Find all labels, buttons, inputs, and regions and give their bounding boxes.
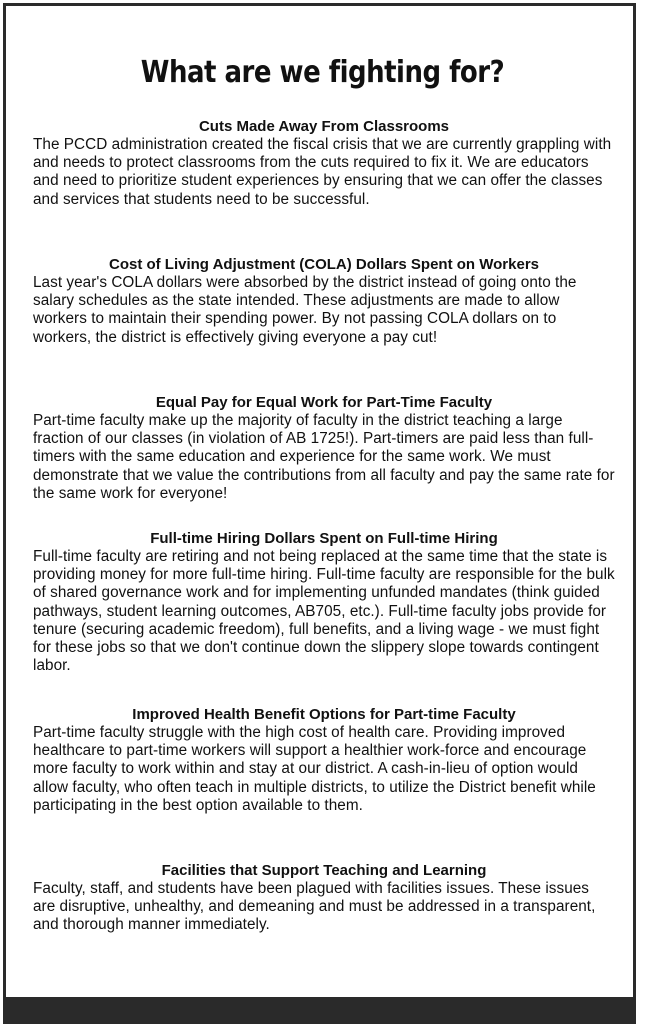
section-body: Full-time faculty are retiring and not being replaced at the same time that the state is providing money for more full-time hiring. Full-time faculty are responsible for the bulk of shared governance work and for implementing unfunded mandates (think guided pathways, student learning outcomes, AB705, etc.). Full-time faculty jobs provide for tenure (securing academic freedom), full benefits, and a living wage - we must fight for these jobs so that we don't continue down the slippery slope towards contingent labor. (33, 548, 615, 675)
section-cola (33, 256, 615, 347)
section-body: Faculty, staff, and students have been plagued with facilities issues. These issues are disruptive, unhealthy, and demeaning and must be addressed in a transparent, and thorough manner immediately. (33, 880, 596, 934)
section-heading: Facilities that Support Teaching and Learning (161, 862, 487, 879)
section-heading: Cuts Made Away From Classrooms (198, 118, 450, 135)
section-heading: Improved Health Benefit Options for Part-time Faculty (132, 706, 516, 723)
section-body: Last year's COLA dollars were absorbed by the district instead of going onto the salary schedules as the state intended. These adjustments are made to allow workers to maintain their spending power. By not passing COLA dollars on to workers, the district is effectively giving everyone a pay cut! (33, 274, 577, 346)
bottom-border-bar (3, 997, 636, 1024)
page-title: What are we fighting for? (140, 55, 505, 91)
section-classroom-cuts (33, 118, 615, 209)
section-full-time-hiring (33, 530, 615, 675)
section-heading: Cost of Living Adjustment (COLA) Dollars Spent on Workers (108, 256, 540, 273)
section-facilities (33, 862, 615, 935)
section-health-benefits (33, 706, 615, 815)
section-heading: Equal Pay for Equal Work for Part-Time Faculty (155, 394, 493, 411)
section-body: Part-time faculty make up the majority of faculty in the district teaching a large fraction of our classes (in violation of AB 1725!). Part-timers are paid less than full-timers with the same education and experience for the same work. We must demonstrate that we value the contributions from all faculty and pay the same rate for the same work for everyone! (33, 412, 615, 502)
section-body: The PCCD administration created the fiscal crisis that we are currently grappling with and needs to protect classrooms from the cuts required to fix it. We are educators and need to prioritize student experiences by ensuring that we can offer the classes and services that students need to be successful. (33, 136, 612, 208)
section-heading: Full-time Hiring Dollars Spent on Full-time Hiring (150, 530, 498, 547)
section-body: Part-time faculty struggle with the high cost of health care. Providing improved healthcare to part-time workers will support a healthier work-force and encourage more faculty to work within and stay at our district. A cash-in-lieu of option would allow faculty, who often teach in multiple districts, to utilize the District benefit while participating in the best option available to them. (33, 724, 596, 814)
section-equal-pay (33, 394, 615, 503)
